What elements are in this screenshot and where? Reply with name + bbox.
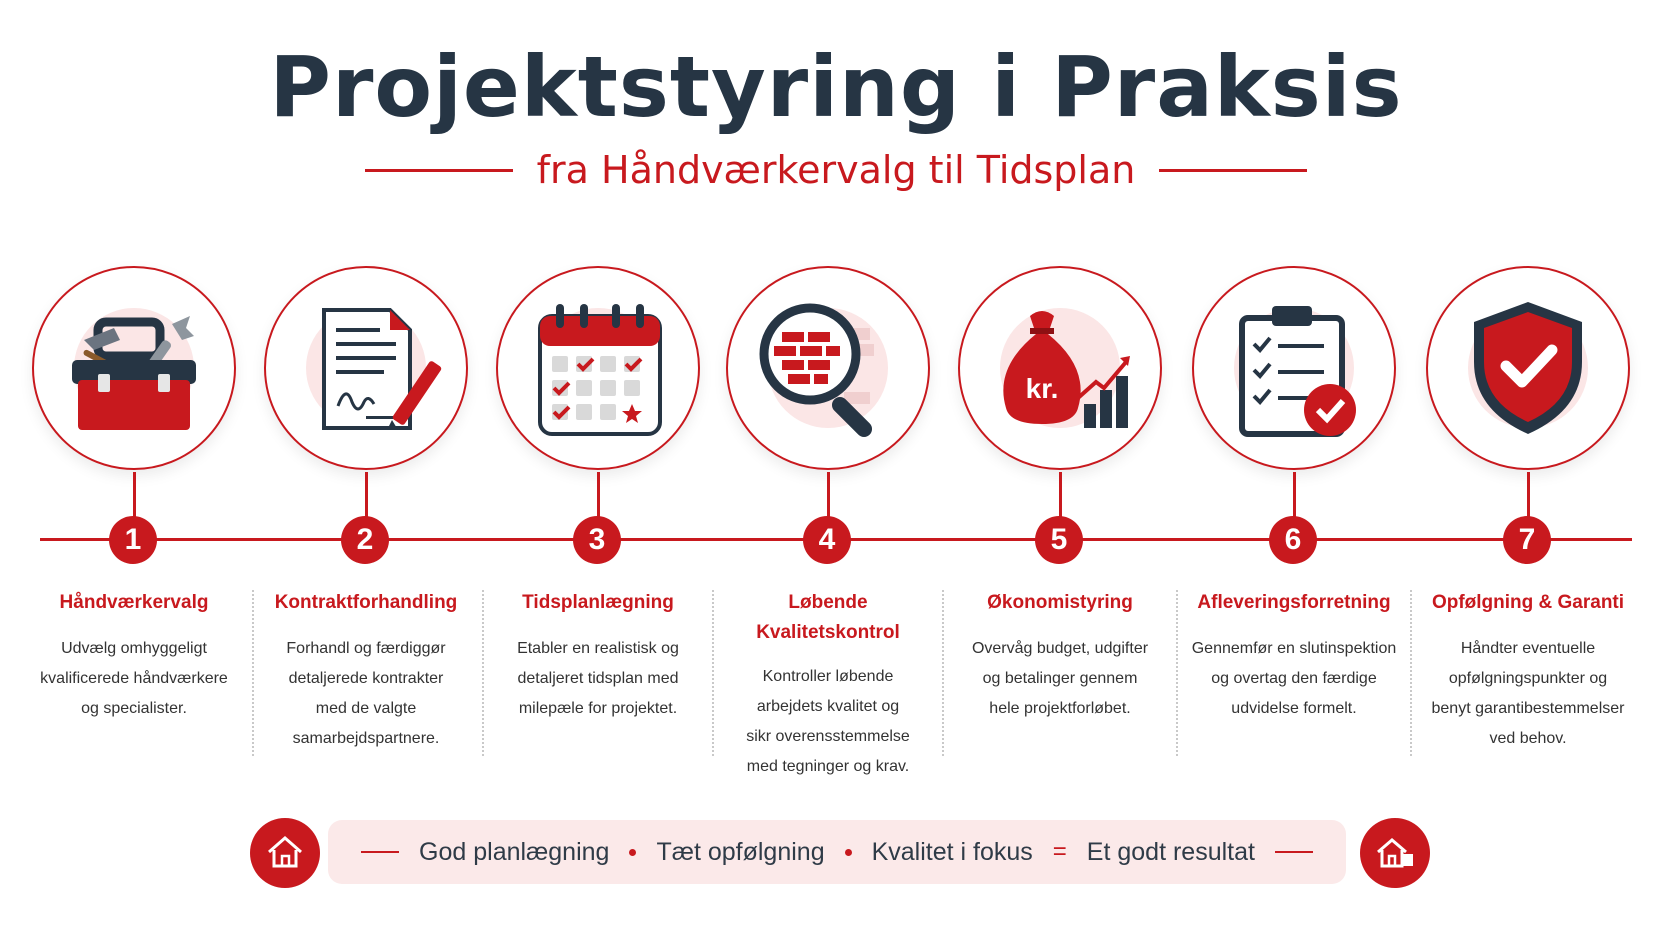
house-icon [250,818,320,888]
step-1-icon-circle [32,266,236,470]
svg-text:kr.: kr. [1025,373,1059,404]
clipboard-check-icon [1214,288,1374,448]
step-title: Økonomistyring [987,592,1133,613]
step-description: Overvåg budget, udgifter og betalinger gennem hele projektforløbet. [971,640,1149,717]
subtitle-left-rule [365,169,513,172]
step-title: Tidsplanlægning [522,592,674,613]
contract-pen-icon [286,288,446,448]
step-3-icon-circle [496,266,700,470]
banner-item: Kvalitet i fokus [871,837,1033,866]
magnifier-bricks-icon [748,288,908,448]
page-title: Projektstyring i Praksis [269,38,1403,136]
banner-result: Et godt resultat [1086,837,1255,866]
step-number-badge: 3 [573,516,621,564]
step-description: Udvælg omhyggeligt kvalificerede håndværkere og specialister. [40,640,228,717]
column-divider [482,590,484,756]
step-number-badge: 1 [109,516,157,564]
toolbox-icon [54,288,214,448]
step-number-badge: 6 [1269,516,1317,564]
step-4-icon-circle [726,266,930,470]
step-title: Opfølgning & Garanti [1431,592,1625,613]
step-description: Gennemfør en slutinspektion og overtag den færdige udvidelse formelt. [1191,640,1397,717]
bullet-dot [629,849,636,856]
bullet-dot [845,849,852,856]
step-description: Etabler en realistisk og detaljeret tidsplan med milepæle for projektet. [517,640,679,717]
step-number-badge: 2 [341,516,389,564]
subtitle-row [0,142,1672,198]
step-2-icon-circle [264,266,468,470]
step-5-icon-circle [958,266,1162,470]
step-7-icon-circle [1426,266,1630,470]
house-extension-icon [1360,818,1430,888]
step-number-badge: 7 [1503,516,1551,564]
shield-check-icon [1448,288,1608,448]
money-bag-chart-icon [980,288,1140,448]
step-number-badge: 5 [1035,516,1083,564]
column-divider [942,590,944,756]
step-title: Kontraktforhandling [274,592,458,613]
step-title: Håndværkervalg [59,592,209,613]
step-description: Håndter eventuelle opfølgningspunkter og benyt garantibestemmelser ved behov. [1431,640,1625,747]
banner-item: God planlægning [419,837,610,866]
column-divider [1410,590,1412,756]
page-subtitle: fra Håndværkervalg til Tidsplan [536,148,1136,192]
equals-sign: = [1052,838,1067,865]
summary-banner [328,820,1346,884]
step-number-badge: 4 [803,516,851,564]
banner-item: Tæt opfølgning [656,837,825,866]
column-divider [712,590,714,756]
column-divider [1176,590,1178,756]
step-description: Forhandl og færdiggør detaljerede kontrakter med de valgte samarbejdspartnere. [286,640,446,747]
step-description: Kontroller løbende arbejdets kvalitet og sikr overensstemmelse med tegninger og krav. [746,668,910,775]
step-6-icon-circle [1192,266,1396,470]
step-title: Afleveringsforretning [1197,592,1391,613]
subtitle-right-rule [1159,169,1307,172]
calendar-icon [518,288,678,448]
step-title: Løbende Kvalitetskontrol [756,592,900,643]
